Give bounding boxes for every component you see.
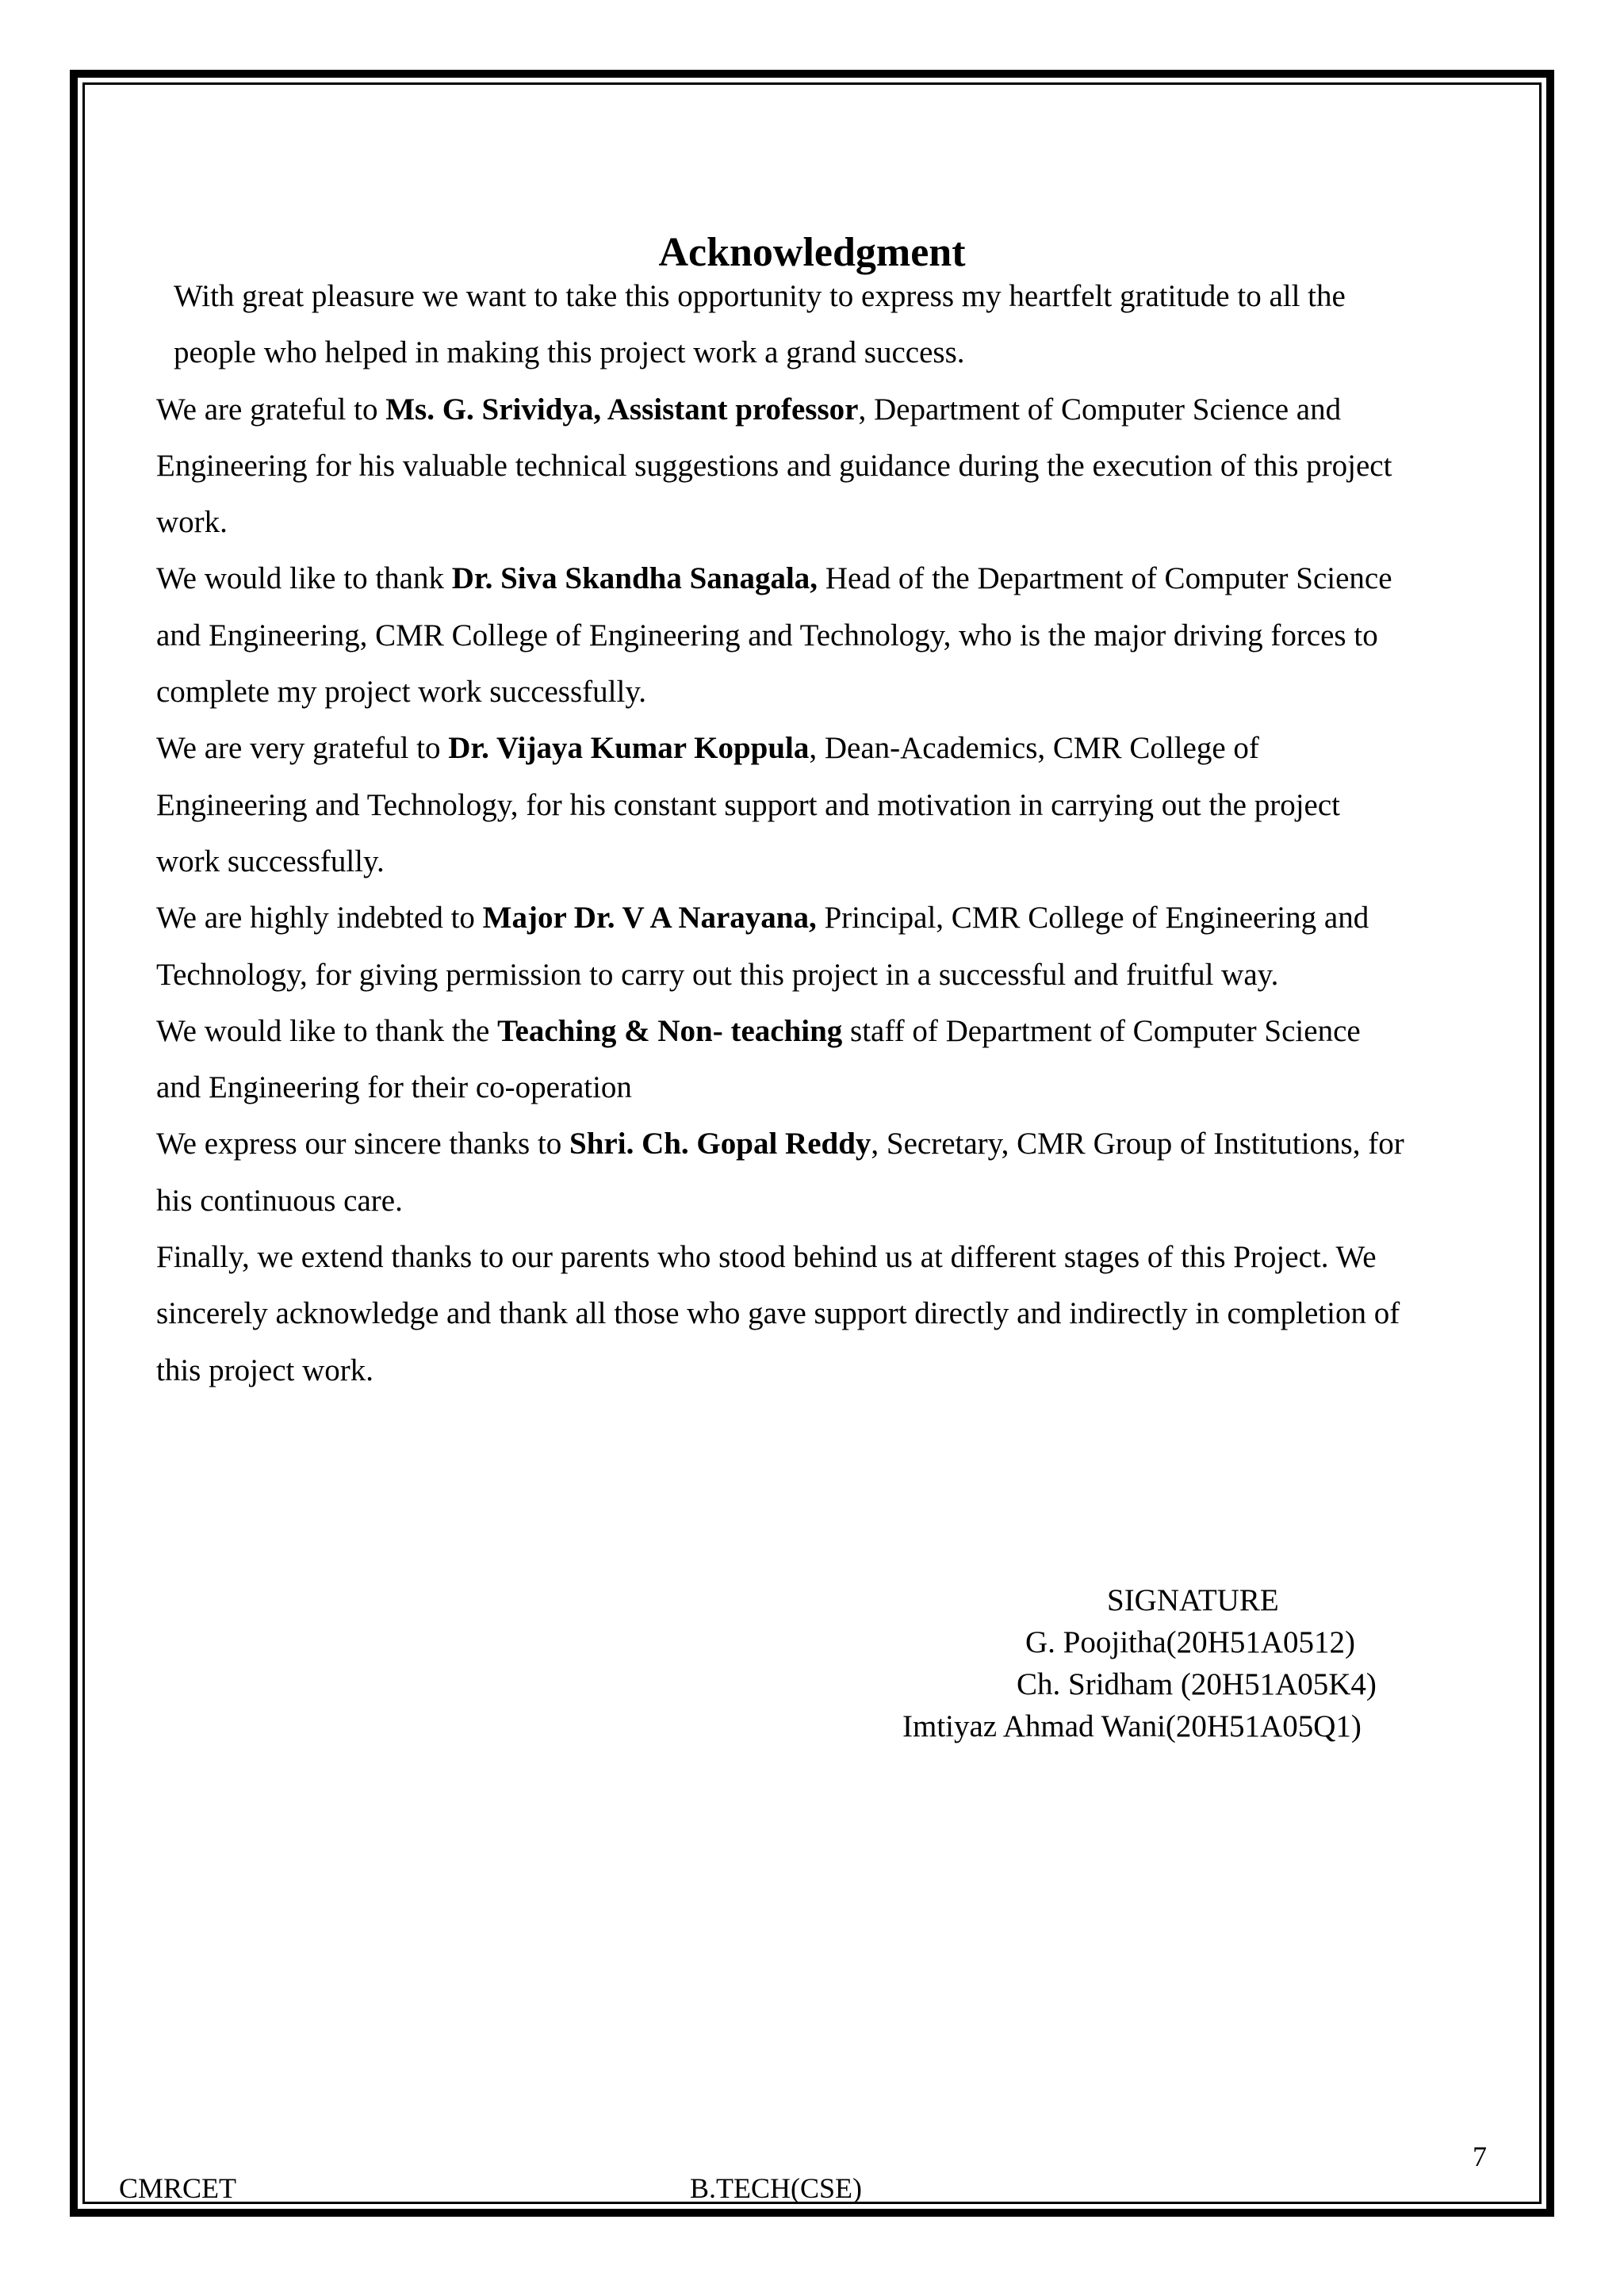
footer-institution: CMRCET xyxy=(119,2172,237,2204)
text-run: We express our sincere thanks to xyxy=(156,1127,570,1161)
text-line xyxy=(156,664,1504,720)
text-run: work successfully. xyxy=(156,844,385,878)
text-run: sincerely acknowledge and thank all those who gave support directly and indirectly in completion of xyxy=(156,1296,1400,1331)
page-number: 7 xyxy=(1473,2141,1487,2172)
paragraph xyxy=(156,1115,1504,1229)
text-run: , Secretary, CMR Group of Institutions, for xyxy=(871,1127,1404,1161)
text-run: We are grateful to xyxy=(156,392,386,427)
text-run: Principal, CMR College of Engineering and xyxy=(816,901,1369,936)
text-line xyxy=(156,607,1504,664)
text-run: We are very grateful to xyxy=(156,731,449,766)
text-run: We are highly indebted to xyxy=(156,901,483,936)
acknowledgment-body xyxy=(156,268,1504,1399)
bold-name: Dr. Vijaya Kumar Koppula xyxy=(448,731,810,766)
paragraph xyxy=(156,720,1504,890)
text-line xyxy=(156,890,1504,946)
text-run: complete my project work successfully. xyxy=(156,675,647,710)
text-line xyxy=(156,1285,1504,1341)
text-line xyxy=(156,1059,1504,1115)
text-line xyxy=(156,947,1504,1003)
text-run: people who helped in making this project work a grand success. xyxy=(174,335,965,370)
bold-name: Ms. G. Srividya, Assistant professor xyxy=(385,392,859,427)
page-title: Acknowledgment xyxy=(658,230,966,275)
bold-name: Teaching & Non- teaching xyxy=(497,1013,843,1048)
text-run: Technology, for giving permission to carry out this project in a successful and fruitful way. xyxy=(156,957,1279,992)
signature-name: Ch. Sridham (20H51A05K4) xyxy=(1017,1667,1377,1701)
paragraph xyxy=(156,381,1504,551)
text-run: his continuous care. xyxy=(156,1183,403,1218)
text-line xyxy=(156,494,1504,550)
text-run: and Engineering for their co-operation xyxy=(156,1070,632,1105)
text-line xyxy=(156,268,1504,324)
text-run: We would like to thank xyxy=(156,561,452,596)
text-line xyxy=(156,777,1504,833)
text-line xyxy=(156,381,1504,438)
text-line xyxy=(156,1229,1504,1285)
paragraph xyxy=(156,268,1504,381)
text-line xyxy=(156,833,1504,890)
text-run: , Department of Computer Science and xyxy=(858,392,1342,427)
text-line xyxy=(156,1173,1504,1229)
paragraph xyxy=(156,550,1504,720)
bold-name: Major Dr. V A Narayana, xyxy=(482,901,817,936)
text-run: staff of Department of Computer Science xyxy=(842,1013,1361,1048)
text-line xyxy=(156,438,1504,494)
text-line xyxy=(156,550,1504,607)
bold-name: Shri. Ch. Gopal Reddy xyxy=(569,1127,871,1161)
paragraph xyxy=(156,1229,1504,1399)
text-run: Engineering and Technology, for his constant support and motivation in carrying out the project xyxy=(156,787,1341,822)
text-run: and Engineering, CMR College of Engineering and Technology, who is the major driving forces to xyxy=(156,618,1378,652)
text-run: this project work. xyxy=(156,1353,374,1387)
signature-name: Imtiyaz Ahmad Wani(20H51A05Q1) xyxy=(902,1709,1362,1743)
text-run: With great pleasure we want to take this opportunity to express my heartfelt gratitude to all the xyxy=(174,279,1346,313)
text-run: work. xyxy=(156,505,228,540)
text-run: Finally, we extend thanks to our parents who stood behind us at different stages of this Project. We xyxy=(156,1240,1377,1275)
text-run: Head of the Department of Computer Science xyxy=(818,561,1392,596)
text-line xyxy=(156,1115,1504,1172)
footer-program: B.TECH(CSE) xyxy=(690,2172,863,2204)
signature-name: G. Poojitha(20H51A0512) xyxy=(1025,1625,1355,1659)
text-line xyxy=(156,720,1504,776)
paragraph xyxy=(156,890,1504,1003)
text-line xyxy=(156,1342,1504,1399)
text-run: We would like to thank the xyxy=(156,1013,498,1048)
text-run: , Dean-Academics, CMR College of xyxy=(809,731,1259,766)
paragraph xyxy=(156,1003,1504,1116)
text-line xyxy=(156,324,1504,381)
text-run: Engineering for his valuable technical suggestions and guidance during the execution of this project xyxy=(156,448,1392,483)
text-line xyxy=(156,1003,1504,1059)
signature-heading: SIGNATURE xyxy=(1107,1583,1279,1617)
bold-name: Dr. Siva Skandha Sanagala, xyxy=(451,561,818,596)
